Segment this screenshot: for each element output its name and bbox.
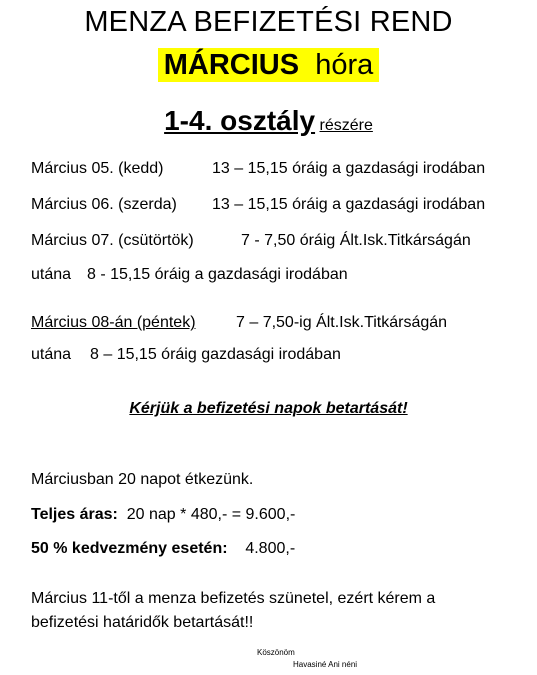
month-name: MÁRCIUS [163, 49, 300, 81]
discount-label: 50 % kedvezmény esetén: [31, 540, 228, 557]
notice-line-2: befizetési határidők betartását!! [31, 614, 254, 631]
schedule-row [31, 266, 348, 284]
signature-thanks: Köszönöm [257, 648, 295, 657]
discount-price [31, 540, 295, 558]
full-price-label: Teljes áras: [31, 506, 118, 523]
month-heading [0, 48, 537, 82]
schedule-day: Március 06. (szerda) [31, 196, 177, 213]
days-count: Márciusban 20 napot étkezünk. [31, 471, 254, 488]
grade-range: 1-4. osztály [164, 105, 316, 136]
schedule-day: Március 07. (csütörtök) [31, 232, 194, 249]
grade-suffix: részére [319, 117, 373, 134]
grade-heading [0, 105, 537, 137]
month-highlight [158, 48, 380, 82]
schedule-row [31, 160, 485, 178]
schedule-row [31, 314, 447, 332]
schedule-time: 13 – 15,15 óráig a gazdasági irodában [212, 196, 486, 213]
discount-value: 4.800,- [245, 540, 296, 557]
schedule-day: Március 05. (kedd) [31, 160, 164, 177]
page-title: MENZA BEFIZETÉSI REND [84, 6, 453, 38]
schedule-time: 8 – 15,15 óráig gazdasági irodában [90, 346, 341, 363]
schedule-time: 7 – 7,50-ig Ált.Isk.Titkárságán [236, 314, 448, 331]
schedule-day: utána [31, 346, 72, 363]
schedule-row [31, 346, 341, 364]
schedule-day: Március 08-án (péntek) [31, 314, 196, 331]
request-note: Kérjük a befizetési napok betartását! [129, 400, 408, 417]
schedule-row [31, 232, 471, 250]
schedule-day: utána [31, 266, 72, 283]
schedule-time: 8 - 15,15 óráig a gazdasági irodában [87, 266, 348, 283]
notice-line-1: Március 11-től a menza befizetés szünetel, ezért kérem a [31, 590, 436, 607]
schedule-row [31, 196, 485, 214]
month-suffix: hóra [315, 49, 374, 81]
full-price-value: 20 nap * 480,- = 9.600,- [126, 506, 296, 523]
full-price [31, 506, 295, 524]
schedule-time: 7 - 7,50 óráig Ált.Isk.Titkárságán [241, 232, 471, 249]
schedule-time: 13 – 15,15 óráig a gazdasági irodában [212, 160, 486, 177]
signature-name: Havasiné Ani néni [293, 660, 358, 669]
